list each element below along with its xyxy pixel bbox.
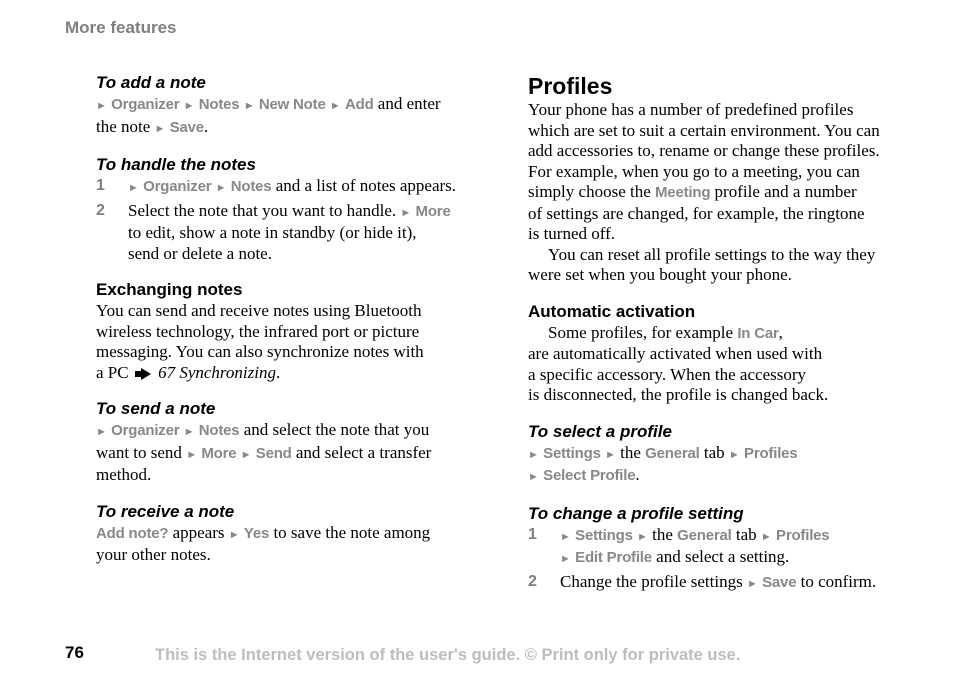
arrow-icon: ► [186,448,198,461]
softkey-yes: Yes [243,524,270,542]
profiles-intro [528,100,913,286]
text: , [778,322,783,342]
arrow-icon: ► [560,553,571,565]
change-step-1 [528,525,913,570]
text: to save the note among [269,522,431,542]
arrow-icon: ► [96,426,107,438]
text: the note [96,116,155,136]
select-profile-instructions [528,443,913,488]
right-column [528,72,913,594]
menu-item-settings: Settings [543,444,601,462]
menu-item-send: Send [255,444,292,462]
softkey-save: Save [762,573,797,591]
arrow-icon: ► [215,182,227,194]
select-profile-heading: To select a profile [528,421,672,441]
cross-reference-link[interactable]: 67 Synchronizing [158,362,276,382]
text: to confirm. [796,571,877,591]
arrow-icon: ► [128,182,139,194]
text: tab [731,524,761,544]
send-note-instructions [96,420,481,486]
arrow-icon: ► [183,100,195,112]
exchanging-notes-text [96,301,481,383]
tab-general: General [677,526,732,544]
text: Select the note that you want to handle. [128,200,401,220]
arrow-icon: ► [240,448,252,461]
menu-item-notes: Notes [230,178,272,195]
text-line: a specific accessory. When the accessory [528,364,807,384]
menu-item-add: Add [344,96,374,113]
change-profile-setting-heading: To change a profile setting [528,503,744,523]
text: Some profiles, for example [548,322,738,342]
handle-step-2 [96,201,481,265]
arrow-icon: ► [760,530,772,543]
arrow-icon: ► [636,530,648,543]
arrow-icon: ► [243,100,255,112]
text-line: wireless technology, the infrared port or picture [96,321,420,341]
arrow-icon: ► [154,122,166,135]
text: send or delete a note. [128,243,272,263]
text: and select a setting. [651,547,790,566]
text: and select a transfer [291,442,432,462]
automatic-activation-heading: Automatic activation [528,301,696,321]
menu-item-organizer: Organizer [111,96,180,113]
menu-item-profiles: Profiles [744,444,798,462]
change-step-2 [528,572,913,595]
arrow-icon: ► [560,530,571,543]
handle-step-1 [96,176,481,199]
arrow-icon: ► [96,100,107,112]
page-header-title: More features [65,18,177,37]
menu-item-select-profile: Select Profile [543,467,636,484]
step-number: 2 [96,201,105,219]
text: to edit, show a note in standby (or hide it), [128,223,417,242]
menu-item-organizer: Organizer [111,422,180,439]
receive-note-instructions [96,523,481,566]
text-line: is turned off. [528,224,616,243]
text: . [203,116,209,136]
text: method. [96,465,152,484]
arrow-icon: ► [183,426,195,438]
arrow-icon: ► [528,448,539,461]
arrow-icon: ► [746,577,758,590]
exchanging-notes-heading: Exchanging notes [96,280,243,299]
menu-item-settings: Settings [575,526,633,544]
step-number: 1 [96,177,105,194]
text-line: For example, when you go to a meeting, you can [528,161,860,181]
arrow-icon: ► [228,528,240,541]
menu-item-save: Save [169,118,204,136]
tab-general: General [645,444,700,462]
text: the [647,524,678,544]
text-line: add accessories to, rename or change these profiles. [528,141,880,160]
arrow-icon: ► [329,100,341,112]
menu-item-more: More [201,444,237,462]
arrow-icon: ► [528,471,539,483]
text: the [615,442,646,462]
menu-item-organizer: Organizer [143,178,212,195]
arrow-icon: ► [400,206,412,219]
text: tab [699,442,729,462]
handle-notes-heading: To handle the notes [96,155,256,174]
text-line: are automatically activated when used with [528,344,823,363]
text-line: which are set to suit a certain environment. You can [528,120,880,140]
text-line: Your phone has a number of predefined profiles [528,100,854,119]
prompt-add-note: Add note? [96,524,169,542]
menu-item-edit-profile: Edit Profile [575,549,652,566]
profile-in-car: In Car [737,324,779,342]
footer-notice: This is the Internet version of the user's guide. © Print only for private use. [155,646,741,664]
automatic-activation-text [528,323,913,406]
text-line: is disconnected, the profile is changed back. [528,385,829,404]
text: profile and a number [710,182,857,201]
add-note-heading: To add a note [96,73,206,92]
arrow-icon: ► [728,448,740,461]
text: . [635,465,640,484]
text: appears [168,522,229,542]
text-line: You can send and receive notes using Bluetooth [96,301,422,320]
add-note-instructions [96,94,481,139]
text: Change the profile settings [560,571,747,591]
text-line: of settings are changed, for example, the ringtone [528,203,865,223]
menu-item-more: More [415,202,451,220]
text: your other notes. [96,545,211,564]
text-line: messaging. You can also synchronize notes with [96,342,424,361]
text-line: were set when you bought your phone. [528,265,792,284]
menu-item-notes: Notes [198,422,240,439]
menu-item-profiles: Profiles [776,526,830,544]
text: and enter [373,94,441,113]
profiles-heading: Profiles [528,73,613,99]
step-number: 2 [528,572,537,590]
send-note-heading: To send a note [96,399,216,418]
text: want to send [96,442,187,462]
page-number: 76 [65,643,84,662]
menu-item-new-note: New Note [258,96,326,113]
menu-item-notes: Notes [198,96,240,113]
profile-meeting: Meeting [655,184,711,201]
text-line: You can reset all profile settings to the way they [548,244,876,264]
reference-arrow-icon [141,368,151,380]
text: and a list of notes appears. [271,176,457,195]
left-column [96,72,481,566]
receive-note-heading: To receive a note [96,501,235,521]
text: a PC [96,362,133,382]
text: . [275,362,281,382]
step-number: 1 [528,525,537,543]
arrow-icon: ► [604,448,616,461]
text: and select the note that you [239,420,430,439]
text: simply choose the [528,182,656,201]
